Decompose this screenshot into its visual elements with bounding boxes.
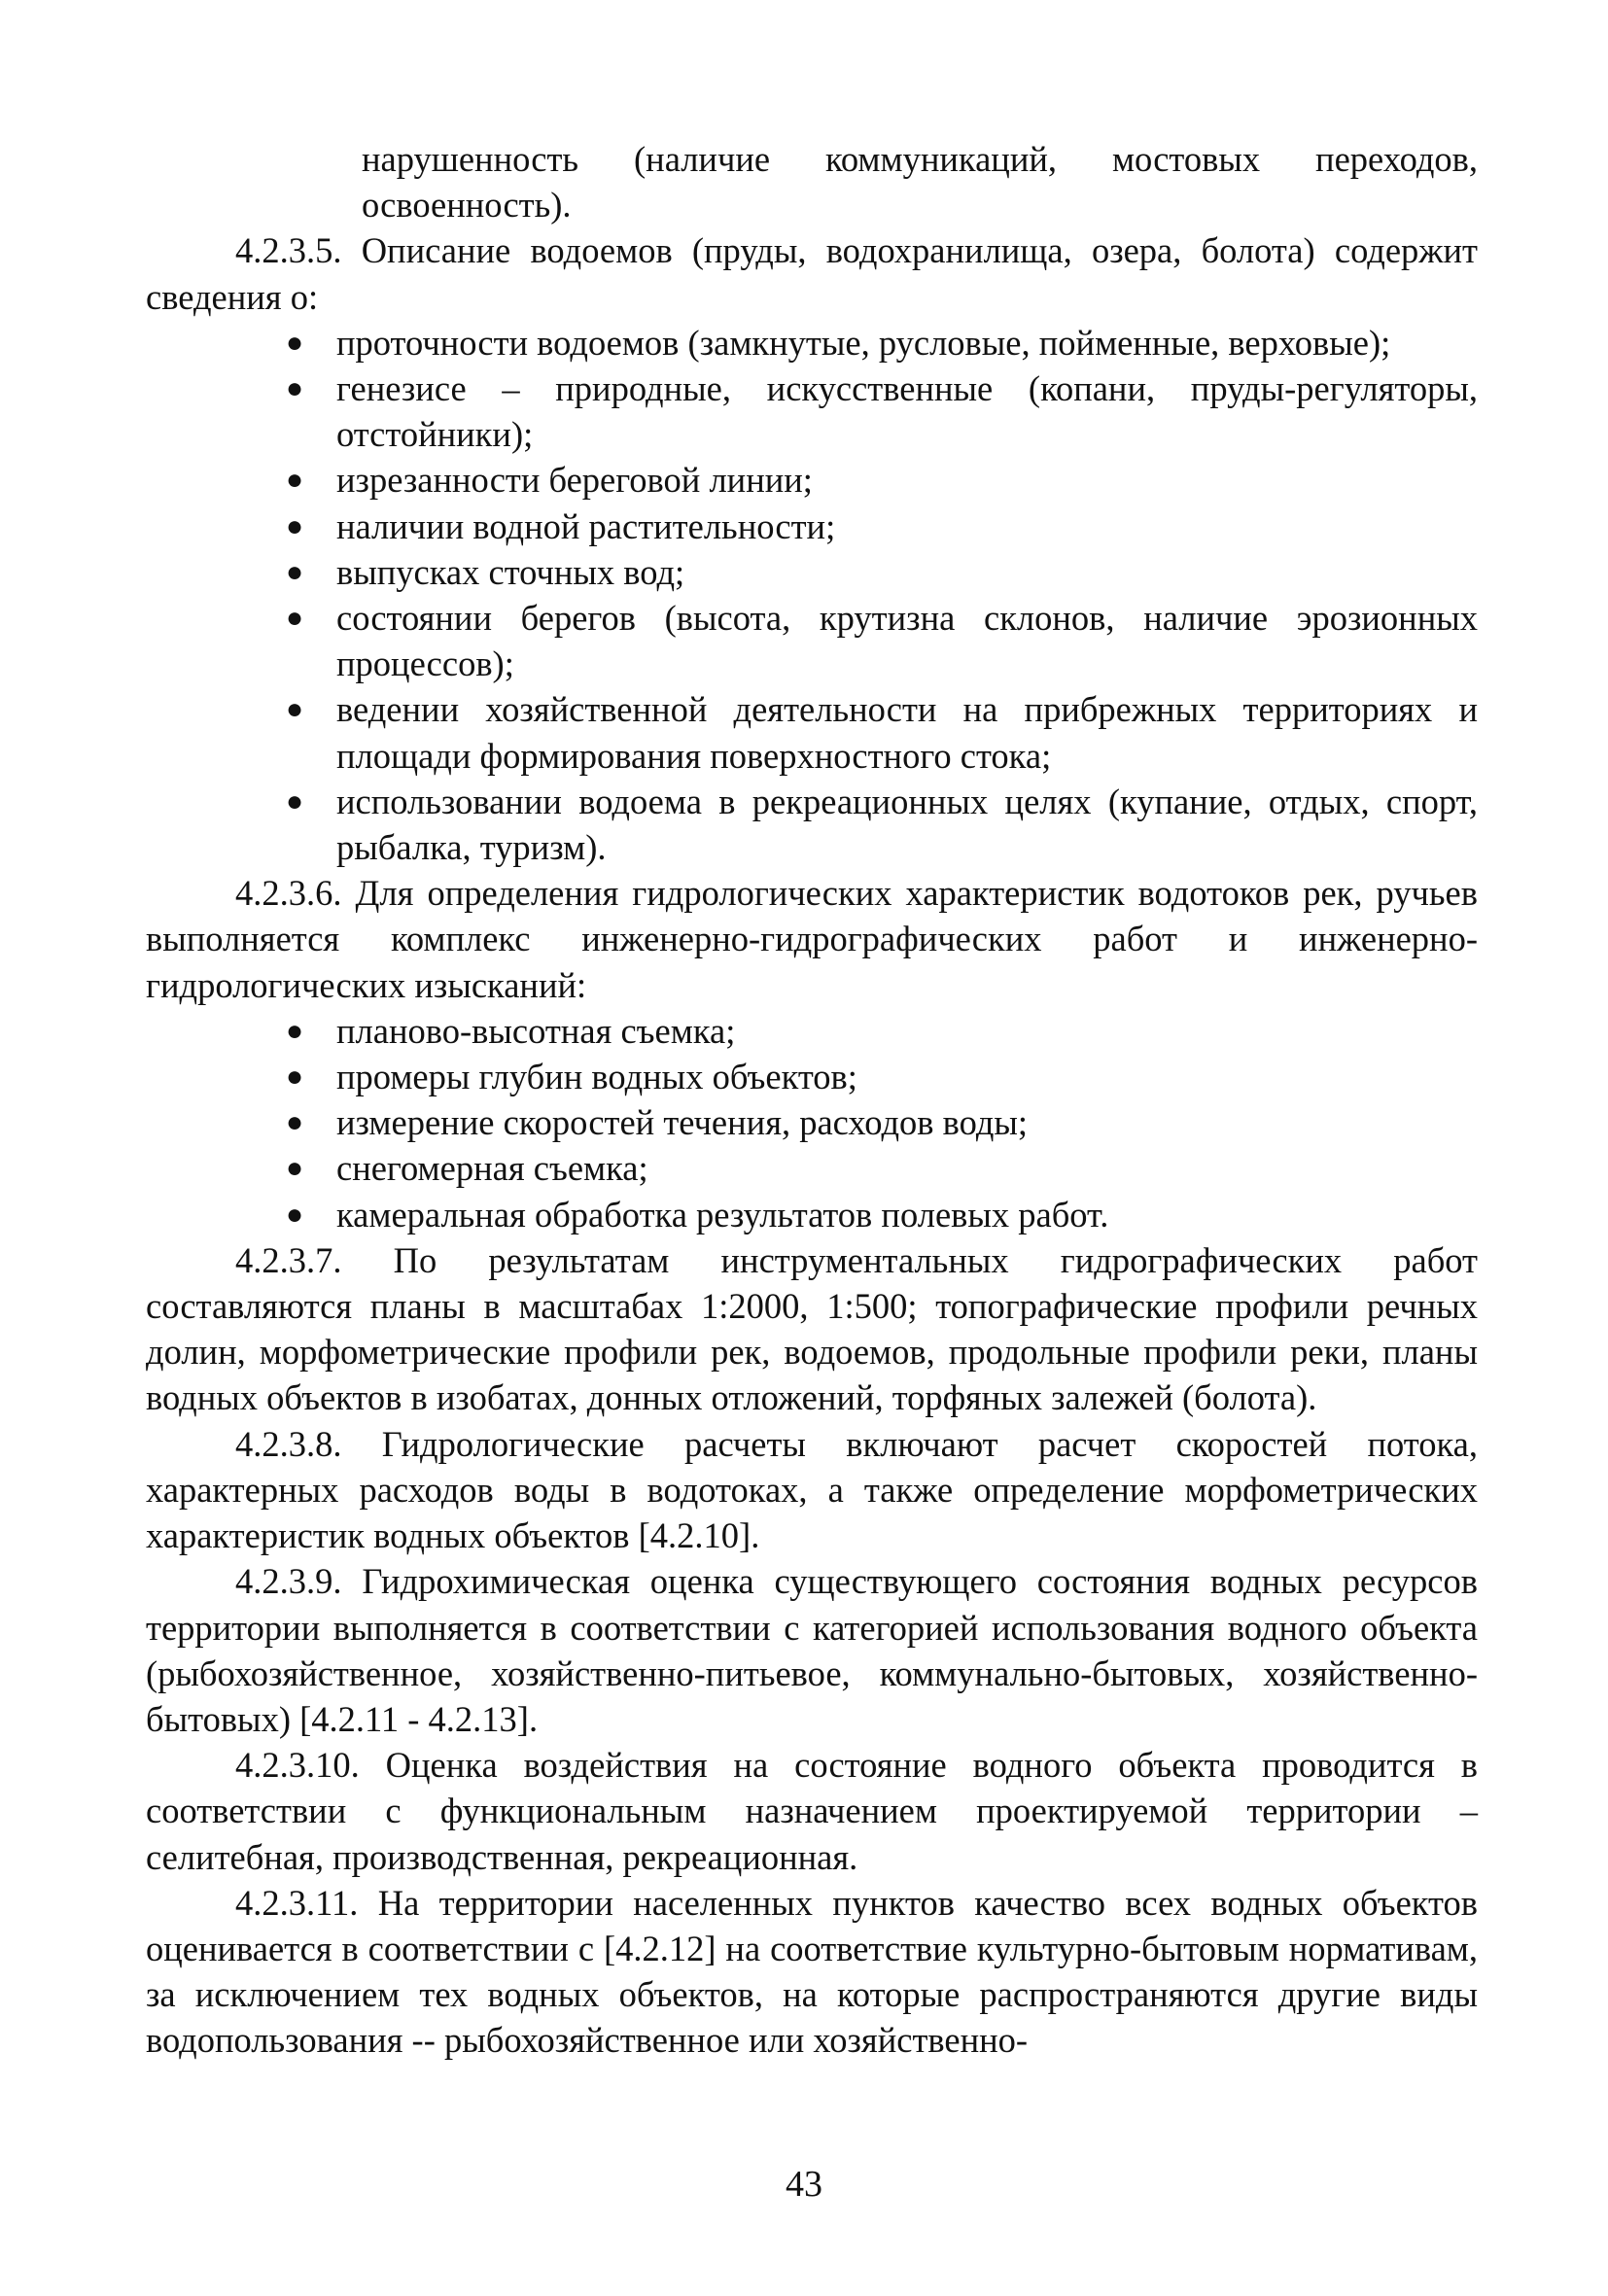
list-item: ● промеры глубин водных объектов;	[336, 1054, 1478, 1099]
paragraph-4-2-3-9: 4.2.3.9. Гидрохимическая оценка существующего состояния водных ресурсов территории выполняется в соответствии с категорией использования водного объекта (рыбохозяйственное, хозяйственно-питьевое, коммунально-бытовых, хозяйственно-бытовых) [4.2.11 - 4.2.13].	[146, 1561, 1478, 1739]
water-bodies-list	[146, 320, 1478, 870]
paragraph-4-2-3-11: 4.2.3.11. На территории населенных пунктов качество всех водных объектов оценивается в соответствии с [4.2.12] на соответствие культурно-бытовым нормативам, за исключением тех водных объектов, на которые распространяются другие виды водопользования -- рыбохозяйственное или хозяйственно-	[146, 1882, 1478, 2061]
bullet-icon: ●	[286, 784, 304, 818]
paragraph-4-2-3-10: 4.2.3.10. Оценка воздействия на состояние водного объекта проводится в соответствии с функциональным назначением проектируемой территории – селитебная, производственная, рекреационная.	[146, 1745, 1478, 1877]
bullet-icon: ●	[286, 372, 304, 405]
bullet-icon: ●	[286, 602, 304, 635]
bullet-icon: ●	[286, 509, 304, 542]
paragraph-4-2-3-6: 4.2.3.6. Для определения гидрологических характеристик водотоков рек, ручьев выполняется комплекс инженерно-гидрографических работ и инженерно-гидрологических изысканий:	[146, 873, 1478, 1005]
bullet-icon: ●	[286, 326, 304, 359]
list-item: ● состоянии берегов (высота, крутизна склонов, наличие эрозионных процессов);	[336, 595, 1478, 686]
list-item: ● изрезанности береговой линии;	[336, 457, 1478, 503]
bullet-icon: ●	[286, 1014, 304, 1047]
paragraph-4-2-3-8: 4.2.3.8. Гидрологические расчеты включают расчет скоростей потока, характерных расходов воды в водотоках, а также определение морфометрических характеристик водных объектов [4.2.10].	[146, 1423, 1478, 1556]
bullet-icon: ●	[286, 555, 304, 588]
bullet-icon: ●	[286, 693, 304, 726]
document-page	[146, 136, 1478, 2064]
list-item: ● использовании водоема в рекреационных целях (купание, отдых, спорт, рыбалка, туризм).	[336, 779, 1478, 870]
list-item: ● ведении хозяйственной деятельности на прибрежных территориях и площади формирования поверхностного стока;	[336, 686, 1478, 778]
bullet-icon: ●	[286, 1152, 304, 1185]
paragraph-4-2-3-5: 4.2.3.5. Описание водоемов (пруды, водохранилища, озера, болота) содержит сведения о:	[146, 230, 1478, 317]
list-item: ● камеральная обработка результатов полевых работ.	[336, 1192, 1478, 1237]
list-item: ● планово-высотная съемка;	[336, 1008, 1478, 1054]
bullet-icon: ●	[286, 1061, 304, 1094]
continuation-paragraph: нарушенность (наличие коммуникаций, мостовых переходов, освоенность).	[362, 139, 1478, 226]
list-item: ● генезисе – природные, искусственные (копани, пруды-регуляторы, отстойники);	[336, 365, 1478, 457]
list-item: ● измерение скоростей течения, расходов воды;	[336, 1099, 1478, 1145]
list-item: ● выпусках сточных вод;	[336, 549, 1478, 595]
list-item: ● снегомерная съемка;	[336, 1145, 1478, 1191]
bullet-icon: ●	[286, 1198, 304, 1231]
bullet-icon: ●	[286, 1106, 304, 1139]
paragraph-4-2-3-7: 4.2.3.7. По результатам инструментальных гидрографических работ составляются планы в масштабах 1:2000, 1:500; топографические профили речных долин, морфометрические профили рек, водоемов, продольные профили реки, планы водных объектов в изобатах, донных отложений, торфяных залежей (болота).	[146, 1239, 1478, 1418]
survey-works-list	[146, 1008, 1478, 1237]
list-item: ● проточности водоемов (замкнутые, русловые, пойменные, верховые);	[336, 320, 1478, 365]
list-item: ● наличии водной растительности;	[336, 504, 1478, 549]
bullet-icon: ●	[286, 464, 304, 497]
page-number: 43	[786, 2164, 822, 2205]
